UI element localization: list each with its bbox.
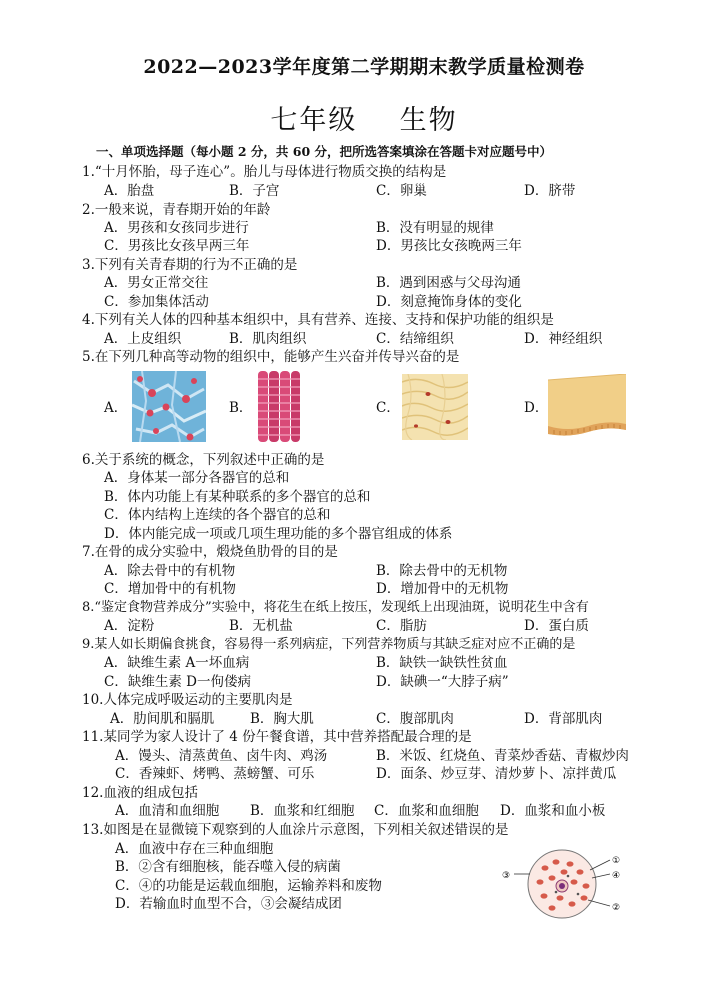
question-stem: 11.某同学为家人设计了 4 份午餐食谱，其中营养搭配最合理的是	[82, 729, 472, 745]
question-stem: 12.血液的组成包括	[82, 785, 198, 801]
section-heading: 一、单项选择题（每小题 2 分，共 60 分，把所选答案填涂在答题卡对应题号中）	[96, 144, 553, 159]
option: C．血浆和血细胞	[374, 803, 479, 819]
option: D．增加骨中的无机物	[376, 581, 509, 597]
option: B．②含有细胞核，能吞噬入侵的病菌	[115, 859, 341, 875]
option: C．香辣虾、烤鸭、蒸螃蟹、可乐	[115, 766, 315, 782]
question-stem: 2.一般来说，青春期开始的年龄	[82, 202, 271, 218]
option: D．若输血时血型不合，③会凝结成团	[115, 896, 342, 912]
option: D．体内能完成一项或几项生理功能的多个器官组成的体系	[104, 526, 453, 542]
question-stem: 6.关于系统的概念，下列叙述中正确的是	[82, 452, 325, 468]
question-stem: 8.“鉴定食物营养成分”实验中，将花生在纸上按压，发现纸上出现油斑，说明花生中含有	[82, 600, 589, 615]
option: B．体内功能上有某种联系的多个器官的总和	[104, 489, 371, 505]
question-stem: 3.下列有关青春期的行为不正确的是	[82, 257, 298, 273]
question-stem: 10.人体完成呼吸运动的主要肌肉是	[82, 692, 293, 708]
option: A．除去骨中的有机物	[104, 563, 236, 579]
option: B．血浆和红细胞	[250, 803, 355, 819]
diagram-label-1: ①	[612, 856, 621, 866]
grade-label: 七年级	[270, 105, 358, 136]
option: D．背部肌肉	[524, 711, 603, 727]
blood-smear-diagram	[500, 848, 630, 920]
option: A．男女正常交往	[104, 275, 209, 291]
option: D．面条、炒豆芽、清炒萝卜、凉拌黄瓜	[376, 766, 617, 782]
option: C．增加骨中的有机物	[104, 581, 236, 597]
option: A．上皮组织	[104, 331, 182, 347]
subject-label: 生物	[399, 105, 458, 136]
option: A．血液中存在三种血细胞	[115, 841, 274, 857]
option: B．米饭、红烧鱼、青菜炒香菇、青椒炒肉	[376, 748, 629, 764]
epithelial-tissue-image	[548, 374, 626, 440]
option: C．卵巢	[376, 183, 427, 199]
option: A．淀粉	[104, 618, 155, 634]
option: D．缺碘一“大脖子病”	[376, 674, 509, 690]
connective-tissue-image	[402, 374, 468, 440]
option: C．	[376, 400, 400, 416]
option: D．男孩比女孩晚两三年	[376, 238, 522, 254]
nerve-tissue-image	[132, 371, 206, 442]
option: D．	[524, 400, 549, 416]
question-stem: 13.如图是在显微镜下观察到的人血涂片示意图，下列相关叙述错误的是	[82, 822, 509, 838]
option: C．参加集体活动	[104, 294, 209, 310]
option: A．胎盘	[104, 183, 155, 199]
option: B．除去骨中的无机物	[376, 563, 508, 579]
option: C．腹部肌肉	[376, 711, 454, 727]
option: B．遇到困惑与父母沟通	[376, 275, 521, 291]
option: A．	[104, 400, 128, 416]
option: B．胸大肌	[250, 711, 314, 727]
question-stem: 9.某人如长期偏食挑食，容易得一系列病症，下列营养物质与其缺乏症对应不正确的是	[82, 637, 576, 652]
diagram-label-3: ③	[502, 871, 511, 881]
option: A．馒头、清蒸黄鱼、卤牛肉、鸡汤	[115, 748, 328, 764]
option: D．蛋白质	[524, 618, 589, 634]
exam-subtitle	[0, 98, 728, 137]
option: A．血清和血细胞	[115, 803, 220, 819]
diagram-label-2: ②	[612, 903, 621, 913]
option: C．缺维生素 D一佝偻病	[104, 674, 251, 690]
option: A．男孩和女孩同步进行	[104, 220, 249, 236]
exam-title: 2022—2023学年度第二学期期末教学质量检测卷	[143, 56, 585, 78]
option: D．血浆和血小板	[500, 803, 606, 819]
option: B．	[229, 400, 253, 416]
diagram-label-4: ④	[612, 871, 621, 881]
option: A．身体某一部分各器官的总和	[104, 470, 290, 486]
question-stem: 7.在骨的成分实验中，煅烧鱼肋骨的目的是	[82, 544, 338, 560]
option: C．④的功能是运载血细胞，运输养料和废物	[115, 878, 382, 894]
question-stem: 4.下列有关人体的四种基本组织中，具有营养、连接、支持和保护功能的组织是	[82, 312, 554, 328]
option: A．肋间肌和膈肌	[110, 711, 215, 727]
option: C．体内结构上连续的各个器官的总和	[104, 507, 331, 523]
option: B．肌肉组织	[229, 331, 307, 347]
option: C．男孩比女孩早两三年	[104, 238, 250, 254]
muscle-tissue-image	[254, 371, 302, 442]
option: C．脂肪	[376, 618, 427, 634]
option: A．缺维生素 A一坏血病	[104, 655, 250, 671]
option: D．神经组织	[524, 331, 603, 347]
question-stem: 1.“十月怀胎，母子连心”。胎儿与母体进行物质交换的结构是	[82, 164, 447, 180]
option: B．没有明显的规律	[376, 220, 494, 236]
option: D．脐带	[524, 183, 576, 199]
option: D．刻意掩饰身体的变化	[376, 294, 522, 310]
option: B．缺铁一缺铁性贫血	[376, 655, 508, 671]
question-stem: 5.在下列几种高等动物的组织中，能够产生兴奋并传导兴奋的是	[82, 349, 460, 365]
option: B．无机盐	[229, 618, 293, 634]
option: B．子宫	[229, 183, 280, 199]
option: C．结缔组织	[376, 331, 454, 347]
